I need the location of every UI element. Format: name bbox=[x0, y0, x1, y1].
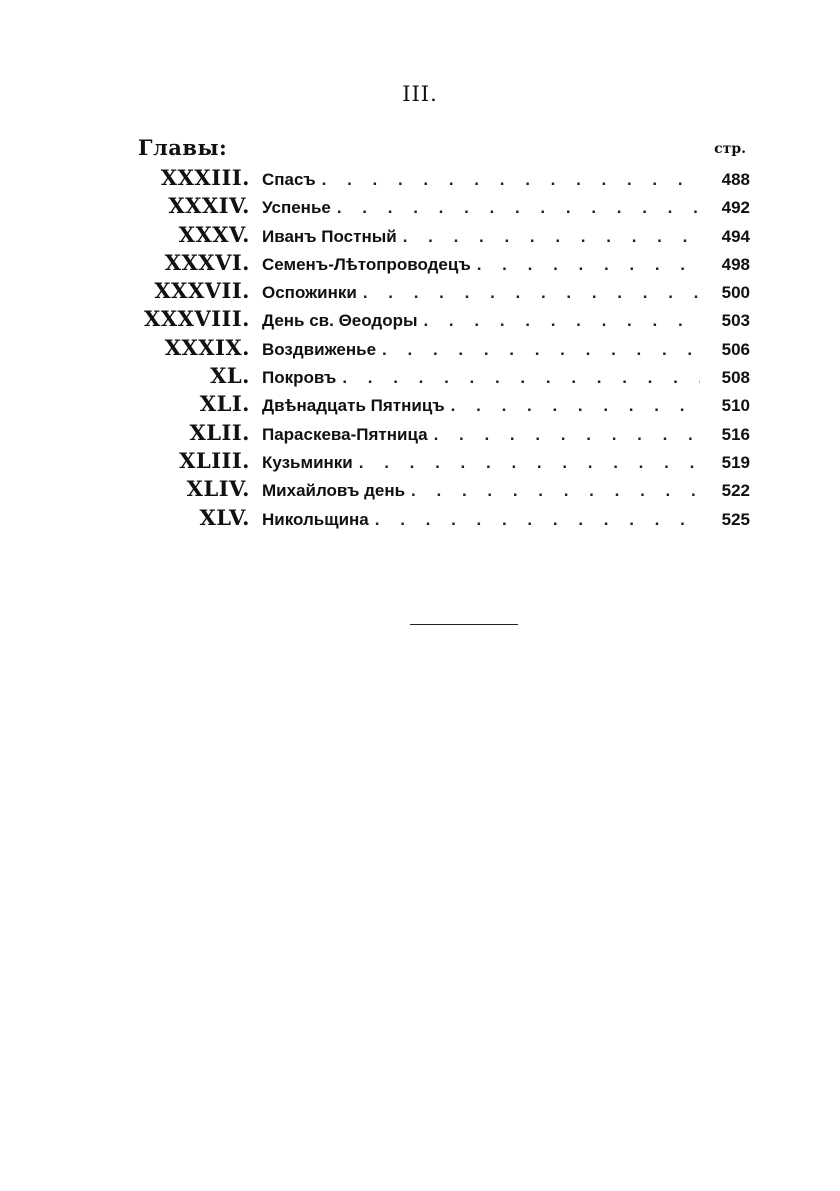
chapter-page: 492 bbox=[721, 198, 750, 218]
chapter-numeral: XL. bbox=[210, 363, 250, 389]
dot-leader bbox=[363, 283, 700, 303]
toc-entry bbox=[120, 505, 750, 533]
toc-header bbox=[120, 135, 750, 165]
chapter-page: 506 bbox=[721, 339, 750, 359]
chapter-title: Михайловъ день bbox=[262, 481, 406, 501]
dot-leader bbox=[411, 481, 700, 501]
toc-entry bbox=[120, 448, 750, 476]
dot-leader bbox=[337, 198, 700, 218]
chapter-page: 516 bbox=[721, 424, 750, 444]
dot-leader bbox=[375, 510, 700, 530]
section-end-rule bbox=[410, 624, 518, 625]
page-number: III. bbox=[402, 82, 438, 106]
chapter-title: День св. Θеодоры bbox=[262, 311, 418, 331]
toc-list bbox=[120, 165, 750, 533]
chapter-numeral: XXXVII. bbox=[154, 278, 250, 304]
dot-leader bbox=[451, 396, 700, 416]
chapter-title: Параскева-Пятница bbox=[262, 424, 428, 444]
toc-entry bbox=[120, 476, 750, 504]
chapters-label: Главы: bbox=[138, 135, 228, 160]
chapter-numeral: XXXV. bbox=[178, 221, 250, 247]
toc-entry bbox=[120, 391, 750, 419]
dot-leader bbox=[322, 170, 700, 190]
toc-entry bbox=[120, 335, 750, 363]
chapter-numeral: XXXIX. bbox=[164, 334, 250, 360]
dot-leader bbox=[359, 453, 700, 473]
toc-entry bbox=[120, 420, 750, 448]
toc-entry bbox=[120, 193, 750, 221]
chapter-title: Двѣнадцать Пятницъ bbox=[262, 396, 445, 416]
chapter-numeral: XLI. bbox=[199, 391, 250, 417]
toc-entry bbox=[120, 363, 750, 391]
chapter-numeral: XXXVIII. bbox=[144, 306, 250, 332]
chapter-page: 510 bbox=[721, 396, 750, 416]
chapter-title: Покровъ bbox=[262, 368, 337, 388]
chapter-page: 508 bbox=[721, 368, 750, 388]
table-of-contents bbox=[120, 135, 750, 533]
chapter-page: 519 bbox=[721, 452, 750, 472]
dot-leader bbox=[434, 425, 700, 445]
chapter-numeral: XLV. bbox=[199, 504, 250, 530]
chapter-page: 503 bbox=[721, 311, 750, 331]
chapter-numeral: XXXIV. bbox=[168, 193, 250, 219]
toc-entry bbox=[120, 222, 750, 250]
chapter-title: Воздвиженье bbox=[262, 339, 377, 359]
page-column-label: стр. bbox=[714, 141, 746, 157]
chapter-page: 494 bbox=[721, 226, 750, 246]
dot-leader bbox=[382, 340, 700, 360]
toc-entry bbox=[120, 278, 750, 306]
chapter-numeral: XLIV. bbox=[186, 476, 250, 502]
chapter-page: 525 bbox=[721, 509, 750, 529]
toc-entry bbox=[120, 306, 750, 334]
dot-leader bbox=[342, 368, 700, 388]
chapter-title: Семенъ-Лѣтопроводецъ bbox=[262, 254, 471, 274]
chapter-page: 522 bbox=[721, 481, 750, 501]
chapter-title: Оспожинки bbox=[262, 283, 357, 303]
chapter-title: Иванъ Постный bbox=[262, 226, 397, 246]
chapter-title: Спасъ bbox=[262, 170, 316, 189]
toc-entry bbox=[120, 250, 750, 278]
chapter-numeral: XLIII. bbox=[179, 447, 250, 473]
chapter-numeral: XXXVI. bbox=[164, 249, 250, 275]
chapter-title: Успенье bbox=[262, 198, 331, 218]
chapter-numeral: XLII. bbox=[189, 419, 250, 445]
toc-entry bbox=[120, 165, 750, 193]
chapter-page: 500 bbox=[721, 283, 750, 303]
dot-leader bbox=[403, 227, 700, 247]
dot-leader bbox=[423, 311, 700, 331]
dot-leader bbox=[477, 255, 700, 275]
chapter-title: Кузьминки bbox=[262, 452, 353, 472]
chapter-numeral: XXXIII. bbox=[160, 165, 250, 190]
chapter-page: 498 bbox=[721, 254, 750, 274]
chapter-title: Никольщина bbox=[262, 509, 369, 529]
chapter-page: 488 bbox=[721, 170, 750, 189]
